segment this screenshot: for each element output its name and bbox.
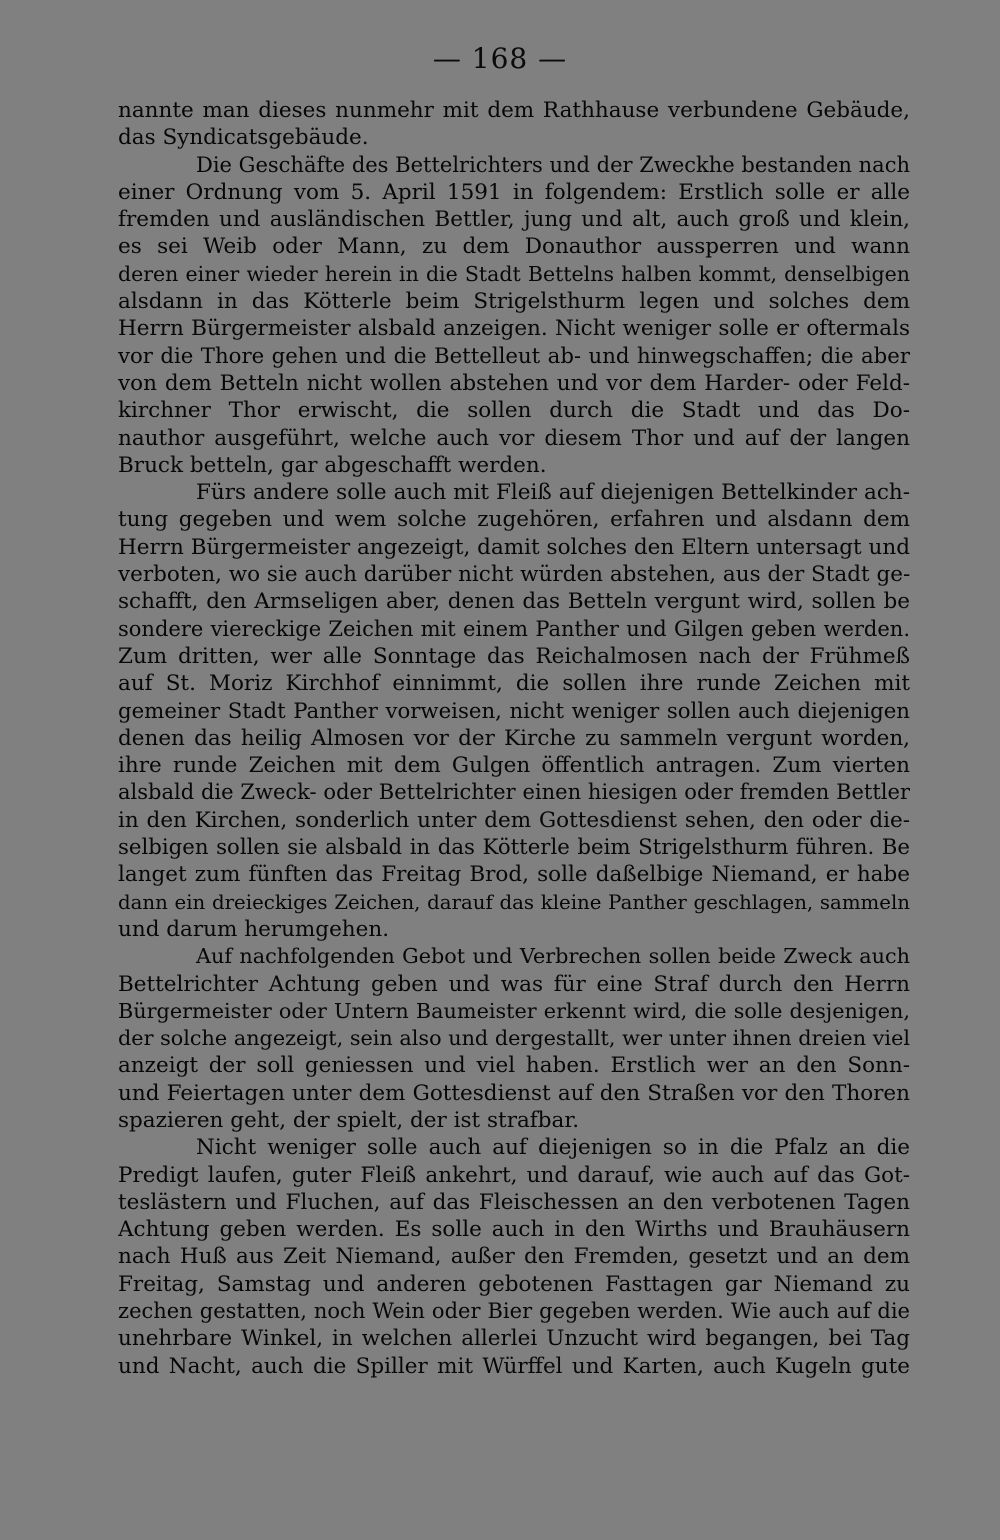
text-line: verboten, wo sie auch darüber nicht würden abstehen, aus der Stadt ge-	[118, 562, 910, 588]
text-line: dann ein dreieckiges Zeichen, darauf das kleine Panther geschlagen, sammeln	[118, 890, 910, 914]
text-line: es sei Weib oder Mann, zu dem Donauthor aussperren und wann	[118, 234, 910, 260]
text-line: Bürgermeister oder Untern Baumeister erkennt wird, die solle desjenigen,	[118, 998, 910, 1023]
text-line: sondere viereckige Zeichen mit einem Panther und Gilgen geben werden.	[118, 616, 910, 641]
text-line: nauthor ausgeführt, welche auch vor diesem Thor und auf der langen	[118, 425, 910, 451]
text-line: Die Geschäfte des Bettelrichters und der Zweckhe bestanden nach	[196, 152, 910, 177]
text-line: ihre runde Zeichen mit dem Gulgen öffentlich antragen. Zum vierten	[118, 753, 910, 779]
text-line: Bruck betteln, gar abgeschafft werden.	[118, 452, 547, 478]
text-line: langet zum fünften das Freitag Brod, solle daßelbige Niemand, er habe	[118, 862, 910, 888]
text-line: das Syndicatsgebäude.	[118, 125, 369, 151]
text-line: alsdann in das Kötterle beim Strigelsthurm legen und solches dem	[118, 289, 910, 315]
text-line: Predigt laufen, guter Fleiß ankehrt, und darauf, wie auch auf das Got-	[118, 1162, 910, 1188]
text-line: und darum herumgehen.	[118, 916, 390, 942]
text-line: Freitag, Samstag und anderen gebotenen Fasttagen gar Niemand zu	[118, 1271, 910, 1297]
text-line: selbigen sollen sie alsbald in das Kötterle beim Strigelsthurm führen. Be	[118, 835, 910, 861]
text-line: vor die Thore gehen und die Bettelleut ab- und hinwegschaffen; die aber	[118, 343, 910, 369]
text-line: fremden und ausländischen Bettler, jung und alt, auch groß und klein,	[118, 207, 910, 233]
text-line: spazieren geht, der spielt, der ist strafbar.	[118, 1107, 580, 1133]
text-line: Nicht weniger solle auch auf diejenigen so in die Pfalz an die	[196, 1135, 910, 1161]
body-text	[118, 97, 910, 1380]
text-line: nach Huß aus Zeit Niemand, außer den Fremden, gesetzt und an dem	[118, 1244, 910, 1270]
text-line: von dem Betteln nicht wollen abstehen und vor dem Harder- oder Feld-	[118, 370, 910, 396]
text-line: nannte man dieses nunmehr mit dem Rathhause verbundene Gebäude,	[118, 98, 910, 123]
text-line: auf St. Moriz Kirchhof einnimmt, die sollen ihre runde Zeichen mit	[118, 671, 910, 697]
text-line: Bettelrichter Achtung geben und was für eine Straf durch den Herrn	[118, 971, 910, 997]
text-line: zechen gestatten, noch Wein oder Bier gegeben werden. Wie auch auf die	[118, 1299, 910, 1324]
text-line: alsbald die Zweck- oder Bettelrichter einen hiesigen oder fremden Bettler	[118, 780, 910, 805]
page-number: — 168 —	[432, 42, 568, 75]
text-line: einer Ordnung vom 5. April 1591 in folgendem: Erstlich solle er alle	[118, 179, 910, 205]
text-line: Auf nachfolgenden Gebot und Verbrechen sollen beide Zweck auch	[196, 944, 910, 969]
text-line: Fürs andere solle auch mit Fleiß auf diejenigen Bettelkinder ach-	[196, 480, 910, 506]
text-line: Achtung geben werden. Es solle auch in den Wirths und Brauhäusern	[118, 1217, 910, 1243]
text-line: anzeigt der soll geniessen und viel haben. Erstlich wer an den Sonn-	[118, 1053, 910, 1079]
text-line: gemeiner Stadt Panther vorweisen, nicht weniger sollen auch diejenigen	[118, 698, 910, 724]
text-line: deren einer wieder herein in die Stadt Bettelns halben kommt, denselbigen	[118, 261, 910, 286]
text-line: schafft, den Armseligen aber, denen das Betteln vergunt wird, sollen be	[118, 589, 910, 615]
text-line: der solche angezeigt, sein also und dergestallt, wer unter ihnen dreien viel	[118, 1026, 910, 1051]
text-line: tung gegeben und wem solche zugehören, erfahren und alsdann dem	[118, 507, 910, 533]
text-line: teslästern und Fluchen, auf das Fleischessen an den verbotenen Tagen	[118, 1189, 910, 1215]
text-line: unehrbare Winkel, in welchen allerlei Unzucht wird begangen, bei Tag	[118, 1326, 910, 1352]
text-line: und Feiertagen unter dem Gottesdienst auf den Straßen vor den Thoren	[118, 1080, 910, 1106]
text-line: in den Kirchen, sonderlich unter dem Gottesdienst sehen, den oder die-	[118, 807, 910, 833]
text-line: Herrn Bürgermeister alsbald anzeigen. Nicht weniger solle er oftermals	[118, 316, 910, 342]
text-line: denen das heilig Almosen vor der Kirche zu sammeln vergunt worden,	[118, 725, 910, 751]
text-line: Herrn Bürgermeister angezeigt, damit solches den Eltern untersagt und	[118, 534, 910, 560]
text-line: kirchner Thor erwischt, die sollen durch die Stadt und das Do-	[118, 398, 910, 424]
text-line: und Nacht, auch die Spiller mit Würffel und Karten, auch Kugeln gute	[118, 1353, 910, 1379]
text-line: Zum dritten, wer alle Sonntage das Reichalmosen nach der Frühmeß	[118, 643, 910, 669]
